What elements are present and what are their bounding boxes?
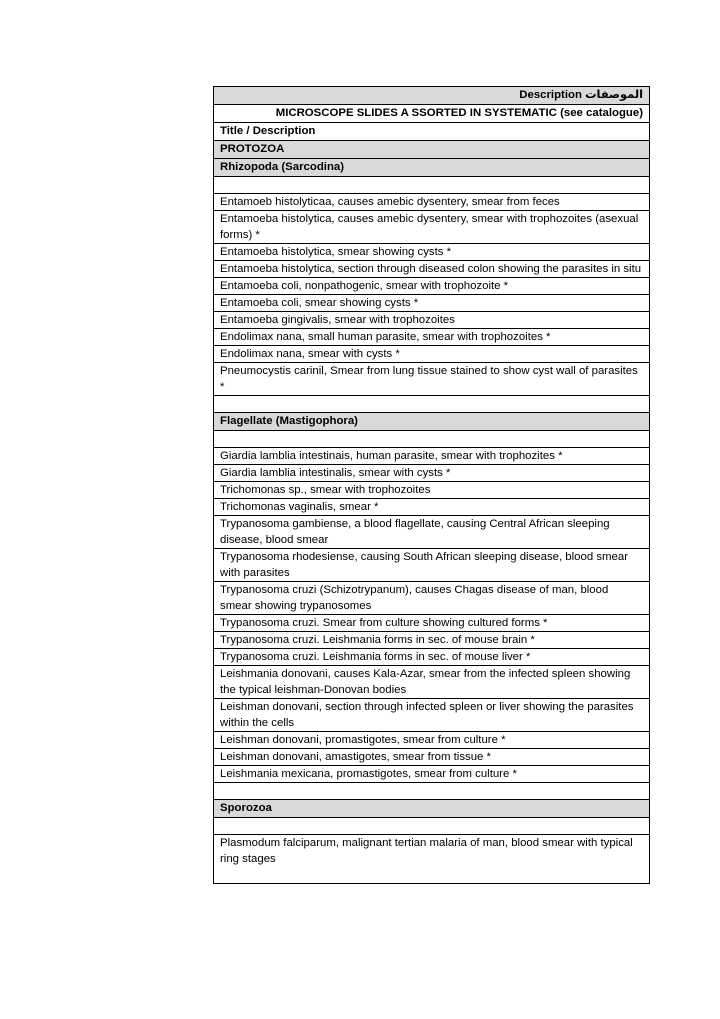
- slide-description: Trypanosoma cruzi. Smear from culture showing cultured forms *: [214, 615, 650, 632]
- slide-description: Entamoeba gingivalis, smear with trophozoites: [214, 312, 650, 329]
- slide-description: Entamoeba coli, nonpathogenic, smear with trophozoite *: [214, 278, 650, 295]
- column-title-row: [214, 123, 650, 141]
- slide-description: Entamoeba histolytica, smear showing cysts *: [214, 244, 650, 261]
- table-row: [214, 244, 650, 261]
- table-row: [214, 482, 650, 499]
- table-row: [214, 632, 650, 649]
- section-title-flagellate: Flagellate (Mastigophora): [214, 413, 650, 431]
- table-row: [214, 749, 650, 766]
- slide-description: Trypanosoma cruzi. Leishmania forms in sec. of mouse liver *: [214, 649, 650, 666]
- slide-description: Trypanosoma cruzi. Leishmania forms in sec. of mouse brain *: [214, 632, 650, 649]
- phylum-row: [214, 141, 650, 159]
- table-row: [214, 766, 650, 783]
- slide-description: Entamoeb histolyticaa, causes amebic dysentery, smear from feces: [214, 194, 650, 211]
- table-row: [214, 732, 650, 749]
- header-row: [214, 87, 650, 105]
- table-row: [214, 666, 650, 699]
- section-title-sporozoa: Sporozoa: [214, 800, 650, 818]
- table-row: [214, 699, 650, 732]
- table-row: [214, 312, 650, 329]
- table-row: [214, 499, 650, 516]
- slide-description: Trypanosoma gambiense, a blood flagellate, causing Central African sleeping disease, blood smear: [214, 516, 650, 549]
- slide-description: Giardia lamblia intestinais, human parasite, smear with trophozites *: [214, 448, 650, 465]
- table-row: [214, 278, 650, 295]
- slide-description: Entamoeba histolytica, section through diseased colon showing the parasites in situ: [214, 261, 650, 278]
- column-title: Title / Description: [214, 123, 650, 141]
- blank-row: [214, 177, 650, 194]
- table-row: [214, 261, 650, 278]
- table-row: [214, 549, 650, 582]
- slide-description: Leishman donovani, amastigotes, smear from tissue *: [214, 749, 650, 766]
- section-header-row: [214, 159, 650, 177]
- slides-table: [213, 86, 650, 884]
- table-row: [214, 329, 650, 346]
- slide-description: Trichomonas vaginalis, smear *: [214, 499, 650, 516]
- phylum-title: PROTOZOA: [214, 141, 650, 159]
- arabic-label: الموصفات: [585, 89, 643, 101]
- section-title-rhizopoda: Rhizopoda (Sarcodina): [214, 159, 650, 177]
- subtitle-row: [214, 105, 650, 123]
- slide-description: Leishman donovani, promastigotes, smear from culture *: [214, 732, 650, 749]
- slide-description: Trypanosoma rhodesiense, causing South African sleeping disease, blood smear with parasites: [214, 549, 650, 582]
- section-header-row: [214, 800, 650, 818]
- slide-description: Trypanosoma cruzi (Schizotrypanum), causes Chagas disease of man, blood smear showing trypanosomes: [214, 582, 650, 615]
- slide-description: Pneumocystis carinil, Smear from lung tissue stained to show cyst wall of parasites *: [214, 363, 650, 396]
- blank-row: [214, 396, 650, 413]
- description-label: Description: [519, 89, 582, 101]
- blank-row: [214, 818, 650, 835]
- slide-description: Leishman donovani, section through infected spleen or liver showing the parasites within the cells: [214, 699, 650, 732]
- blank-row: [214, 783, 650, 800]
- slide-description: Plasmodum falciparum, malignant tertian malaria of man, blood smear with typical ring stages: [214, 835, 650, 884]
- description-header: [214, 87, 650, 105]
- blank-row: [214, 431, 650, 448]
- slide-description: Trichomonas sp., smear with trophozoites: [214, 482, 650, 499]
- table-row: [214, 615, 650, 632]
- slide-description: Entamoeba coli, smear showing cysts *: [214, 295, 650, 312]
- slide-description: Leishmania mexicana, promastigotes, smear from culture *: [214, 766, 650, 783]
- table-row: [214, 448, 650, 465]
- slide-description: Endolimax nana, smear with cysts *: [214, 346, 650, 363]
- section-header-row: [214, 413, 650, 431]
- table-row: [214, 582, 650, 615]
- slide-description: Entamoeba histolytica, causes amebic dysentery, smear with trophozoites (asexual forms) *: [214, 211, 650, 244]
- table-row: [214, 465, 650, 482]
- slide-description: Endolimax nana, small human parasite, smear with trophozoites *: [214, 329, 650, 346]
- slide-description: Leishmania donovani, causes Kala-Azar, smear from the infected spleen showing the typical leishman-Donovan bodies: [214, 666, 650, 699]
- table-row: [214, 516, 650, 549]
- table-subtitle: MICROSCOPE SLIDES A SSORTED IN SYSTEMATIC (see catalogue): [214, 105, 650, 123]
- table-row: [214, 649, 650, 666]
- table-row: [214, 211, 650, 244]
- table-row: [214, 194, 650, 211]
- table-row: [214, 363, 650, 396]
- slide-description: Giardia lamblia intestinalis, smear with cysts *: [214, 465, 650, 482]
- table-row: [214, 295, 650, 312]
- table-row: [214, 835, 650, 884]
- table-row: [214, 346, 650, 363]
